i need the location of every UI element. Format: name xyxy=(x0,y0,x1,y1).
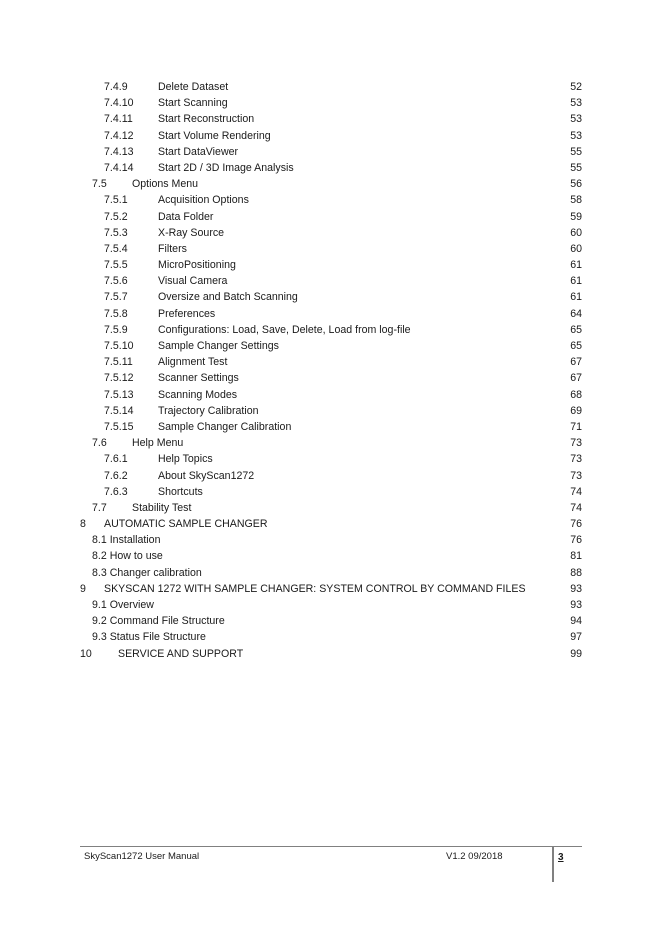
toc-entry[interactable] xyxy=(80,354,582,370)
toc-entry-number: 7.5.10 xyxy=(104,340,134,352)
toc-entry-number: 7.5.15 xyxy=(104,420,134,433)
toc-entry[interactable] xyxy=(80,128,582,144)
toc-entry[interactable] xyxy=(80,192,582,208)
page-footer xyxy=(80,846,582,882)
toc-entry-number: 7.4.14 xyxy=(104,161,134,174)
toc-entry-title[interactable]: SERVICE AND SUPPORT xyxy=(118,647,244,660)
toc-entry-number: 7.5.14 xyxy=(104,404,134,417)
toc-entry-page: 71 xyxy=(570,420,582,433)
toc-entry-title[interactable]: 8.2 How to use xyxy=(92,550,163,563)
toc-entry[interactable] xyxy=(80,111,582,127)
toc-entry-title[interactable]: Options Menu xyxy=(132,178,199,191)
toc-entry-page: 74 xyxy=(570,485,582,498)
toc-entry-page: 64 xyxy=(570,307,582,320)
toc-entry-title[interactable]: Scanning Modes xyxy=(158,388,238,401)
toc-entry-number: 7.6 xyxy=(92,437,107,450)
toc-entry[interactable] xyxy=(80,516,582,532)
toc-entry-page: 73 xyxy=(570,469,582,482)
toc-entry-number: 7.5.12 xyxy=(104,372,134,385)
toc-entry-title[interactable]: Scanner Settings xyxy=(158,372,239,385)
toc-entry-title[interactable]: Acquisition Options xyxy=(158,194,249,207)
toc-entry-page: 67 xyxy=(570,356,582,369)
toc-entry-number: 7.5.13 xyxy=(104,388,134,401)
toc-entry-number: 7.4.13 xyxy=(104,145,134,158)
toc-entry-title[interactable]: X-Ray Source xyxy=(158,226,225,239)
toc-entry[interactable] xyxy=(80,387,582,403)
toc-entry-page: 73 xyxy=(570,453,582,466)
toc-entry-title[interactable]: Data Folder xyxy=(158,210,214,223)
footer-rule-right xyxy=(554,846,582,847)
toc-entry-page: 56 xyxy=(570,178,582,191)
toc-entry-title[interactable]: 8.1 Installation xyxy=(92,534,161,547)
toc-entry[interactable] xyxy=(80,484,582,500)
toc-entry-page: 61 xyxy=(570,275,582,288)
toc-entry-number: 7.5 xyxy=(92,178,107,191)
toc-entry-title[interactable]: 9.1 Overview xyxy=(92,599,154,611)
toc-entry-title[interactable]: Start Reconstruction xyxy=(158,113,255,126)
toc-entry-title[interactable]: Start Scanning xyxy=(158,97,228,110)
toc-entry-title[interactable]: Filters xyxy=(158,242,187,255)
toc-entry-number: 7.5.7 xyxy=(104,291,128,304)
toc-entry-number: 7.5.11 xyxy=(104,356,133,369)
toc-entry-number: 7.4.12 xyxy=(104,129,134,142)
toc-entry[interactable] xyxy=(80,581,582,597)
toc-entry[interactable] xyxy=(80,144,582,160)
toc-entry-title[interactable]: SKYSCAN 1272 WITH SAMPLE CHANGER: SYSTEM CONTROL BY COMMAND FILES xyxy=(104,582,526,595)
toc-entry-page: 94 xyxy=(570,615,582,628)
toc-entry-title[interactable]: Start DataViewer xyxy=(158,145,239,158)
toc-entry-title[interactable]: Oversize and Batch Scanning xyxy=(158,291,298,304)
toc-entry[interactable] xyxy=(80,565,582,581)
toc-entry-page: 74 xyxy=(570,501,582,514)
footer-manual-title: SkyScan1272 User Manual xyxy=(84,851,200,862)
toc-entry-number: 7.6.3 xyxy=(104,485,128,498)
toc-entry-page: 81 xyxy=(570,550,582,563)
toc-entry[interactable] xyxy=(80,451,582,467)
toc-entry[interactable] xyxy=(80,241,582,257)
toc-entry-title[interactable]: Help Menu xyxy=(132,437,184,450)
toc-entry-page: 65 xyxy=(570,323,582,336)
toc-entry-number: 7.7 xyxy=(92,501,107,514)
footer-vertical-bar xyxy=(552,846,554,882)
toc-entry-title[interactable]: Visual Camera xyxy=(158,275,228,288)
toc-entry-page: 76 xyxy=(570,518,582,531)
toc-entry-title[interactable]: Help Topics xyxy=(158,453,213,466)
toc-entry-title[interactable]: Sample Changer Calibration xyxy=(158,420,292,433)
toc-entry[interactable] xyxy=(80,289,582,305)
toc-entry-title[interactable]: AUTOMATIC SAMPLE CHANGER xyxy=(104,518,268,531)
toc-entry[interactable] xyxy=(80,306,582,322)
toc-entry-title[interactable]: Stability Test xyxy=(132,501,192,514)
toc-entry-title[interactable]: 9.2 Command File Structure xyxy=(92,615,225,628)
toc-entry-number: 7.5.6 xyxy=(104,275,128,288)
toc-entry-number: 7.6.2 xyxy=(104,469,128,482)
toc-entry-title[interactable]: Start Volume Rendering xyxy=(158,129,271,142)
toc-entry-page: 97 xyxy=(570,631,582,644)
toc-entry[interactable] xyxy=(80,338,582,354)
toc-entry-page: 52 xyxy=(570,81,582,93)
toc-entry-title[interactable]: Alignment Test xyxy=(158,356,228,369)
toc-entry-number: 7.4.11 xyxy=(104,113,133,126)
toc-entry-page: 88 xyxy=(570,566,582,579)
toc-entry-page: 53 xyxy=(570,97,582,110)
toc-entry[interactable] xyxy=(80,209,582,225)
toc-entry[interactable] xyxy=(80,419,582,435)
toc-entry-number: 9 xyxy=(80,582,86,595)
toc-entry-page: 69 xyxy=(570,404,582,417)
toc-entry[interactable] xyxy=(80,597,582,613)
toc-entry-title[interactable]: Delete Dataset xyxy=(158,81,229,93)
toc-entry[interactable] xyxy=(80,160,582,176)
toc-entry[interactable] xyxy=(80,176,582,192)
toc-entry-page: 53 xyxy=(570,113,582,126)
toc-entry-number: 7.5.8 xyxy=(104,307,128,320)
toc-entry-title[interactable]: Preferences xyxy=(158,307,216,320)
toc-entry[interactable] xyxy=(80,79,582,95)
toc-entry-number: 7.4.10 xyxy=(104,97,134,110)
footer-version: V1.2 09/2018 xyxy=(446,851,503,862)
toc-entry[interactable] xyxy=(80,500,582,516)
toc-entry-title[interactable]: Start 2D / 3D Image Analysis xyxy=(158,161,294,174)
toc-entry[interactable] xyxy=(80,548,582,564)
toc-entry[interactable] xyxy=(80,468,582,484)
toc-entry-page: 76 xyxy=(570,534,582,547)
toc-entry[interactable] xyxy=(80,225,582,241)
toc-entry[interactable] xyxy=(80,435,582,451)
toc-entry-number: 7.5.1 xyxy=(104,194,128,207)
toc-entry-page: 55 xyxy=(570,161,582,174)
toc-entry-page: 93 xyxy=(570,599,582,611)
toc-entry-page: 60 xyxy=(570,242,582,255)
toc-entry-number: 7.5.9 xyxy=(104,323,128,336)
toc-entry-page: 65 xyxy=(570,340,582,352)
toc-entry[interactable] xyxy=(80,403,582,419)
toc-entry-page: 67 xyxy=(570,372,582,385)
toc-entry[interactable] xyxy=(80,273,582,289)
toc-entry-title[interactable]: About SkyScan1272 xyxy=(158,469,255,482)
toc-entry[interactable] xyxy=(80,322,582,338)
toc-entry-number: 8 xyxy=(80,518,86,531)
toc-entry-title[interactable]: Trajectory Calibration xyxy=(158,404,259,417)
toc-entry-number: 10 xyxy=(80,647,92,660)
toc-entry-page: 68 xyxy=(570,388,582,401)
toc-entry[interactable] xyxy=(80,532,582,548)
toc-entry-page: 61 xyxy=(570,259,582,272)
toc-entry-page: 53 xyxy=(570,129,582,142)
toc-entry-number: 7.4.9 xyxy=(104,81,128,93)
toc-entry-page: 59 xyxy=(570,210,582,223)
toc-entry-page: 61 xyxy=(570,291,582,304)
toc-entry-page: 60 xyxy=(570,226,582,239)
toc-entry[interactable] xyxy=(80,257,582,273)
toc-entry-page: 93 xyxy=(570,582,582,595)
toc-entry-page: 58 xyxy=(570,194,582,207)
toc-entry[interactable] xyxy=(80,646,582,662)
toc-entry-title[interactable]: Sample Changer Settings xyxy=(158,340,279,352)
toc-entry-number: 7.5.2 xyxy=(104,210,128,223)
footer-page-number: 3 xyxy=(558,852,564,863)
toc-entry-page: 55 xyxy=(570,145,582,158)
toc-entry-page: 73 xyxy=(570,437,582,450)
toc-entry-title[interactable]: Configurations: Load, Save, Delete, Load from log-file xyxy=(158,323,411,336)
toc-entry-page: 99 xyxy=(570,647,582,660)
toc-entry-title[interactable]: 9.3 Status File Structure xyxy=(92,631,206,644)
table-of-contents xyxy=(80,79,582,662)
toc-entry-title[interactable]: 8.3 Changer calibration xyxy=(92,566,202,579)
toc-entry-title[interactable]: MicroPositioning xyxy=(158,259,236,272)
toc-entry-title[interactable]: Shortcuts xyxy=(158,485,203,498)
footer-rule xyxy=(80,846,552,847)
toc-entry[interactable] xyxy=(80,613,582,629)
toc-entry[interactable] xyxy=(80,370,582,386)
toc-entry-number: 7.5.5 xyxy=(104,259,128,272)
toc-entry-number: 7.6.1 xyxy=(104,453,128,466)
toc-entry-number: 7.5.4 xyxy=(104,242,128,255)
toc-entry-number: 7.5.3 xyxy=(104,226,128,239)
toc-entry[interactable] xyxy=(80,95,582,111)
toc-entry[interactable] xyxy=(80,629,582,645)
